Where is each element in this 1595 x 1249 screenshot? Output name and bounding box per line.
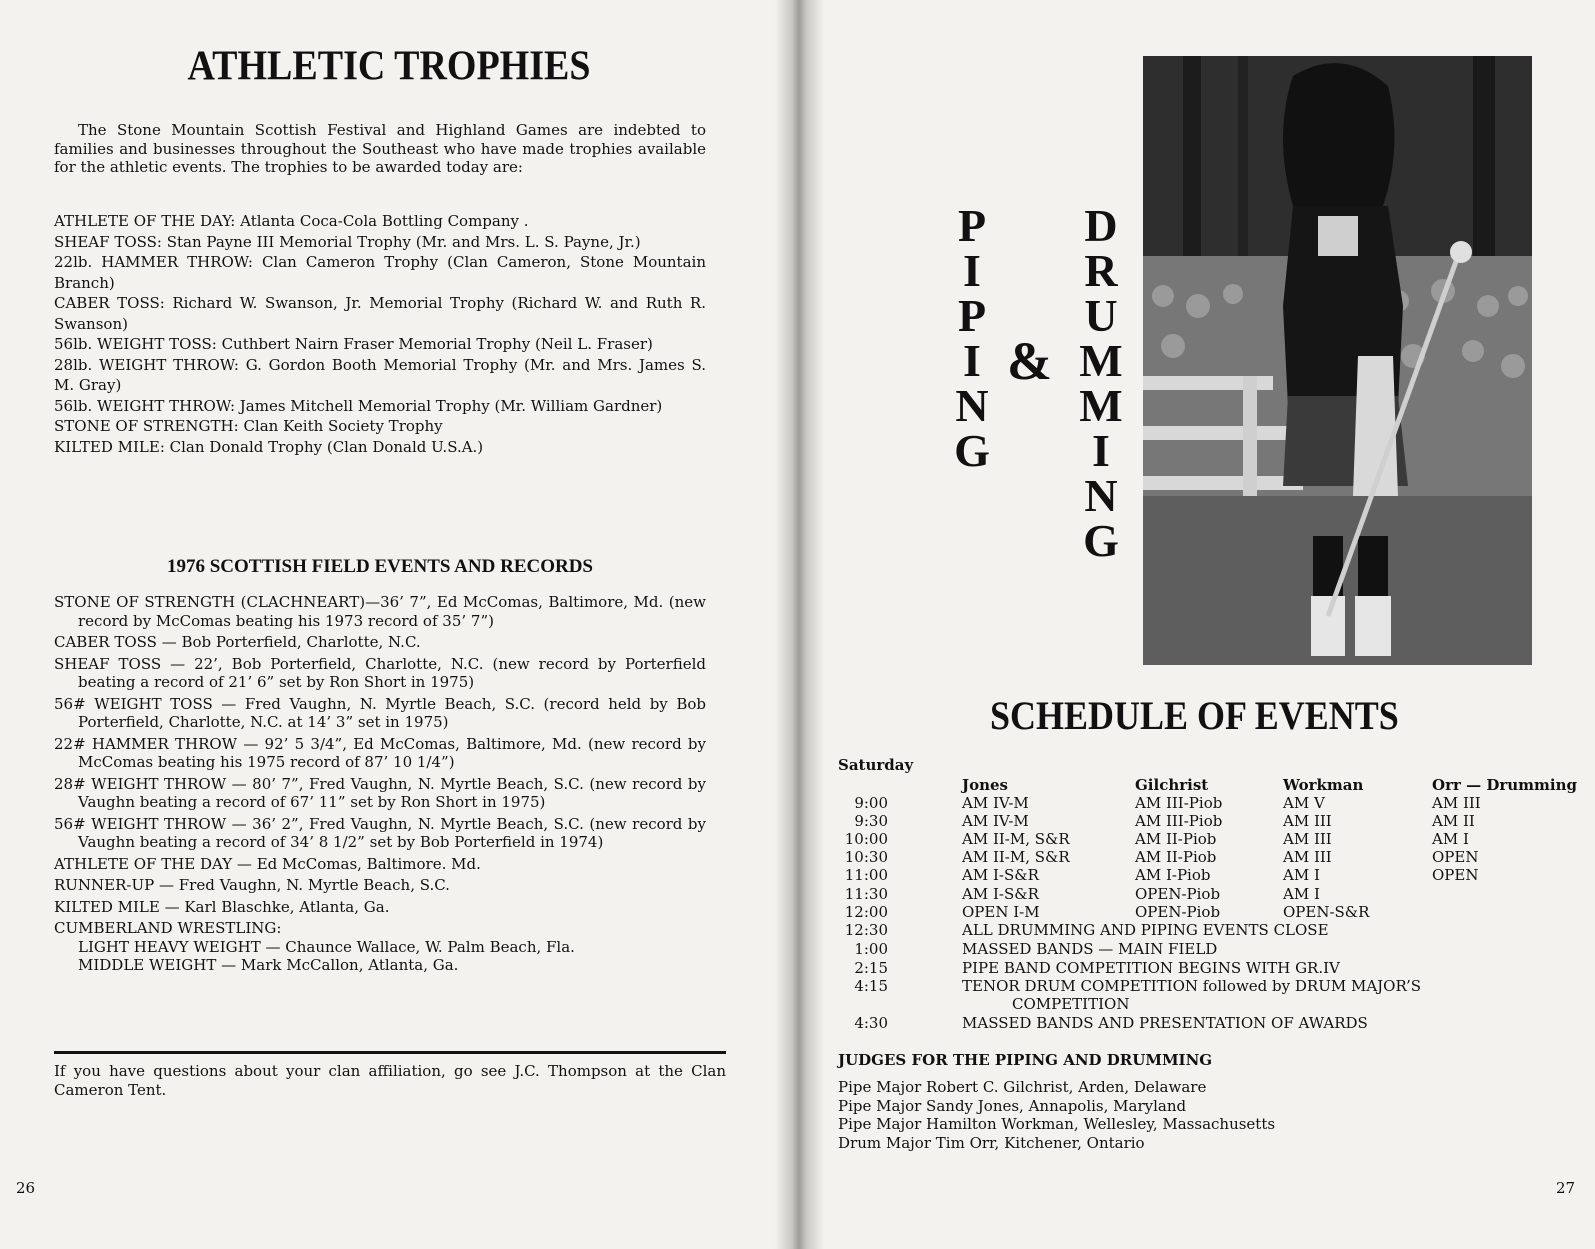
schedule-row: 11:00 AM I-S&R AM I-Piob AM I OPEN <box>844 866 1479 884</box>
record-item: 56# WEIGHT THROW — 36’ 2”, Fred Vaughn, N. Myrtle Beach, S.C. (new record by Vaughn beating a record of 34’ 8 1/2” set by Bob Porterfield in 1974) <box>54 814 706 851</box>
ampersand: & <box>1007 331 1052 391</box>
records-list <box>54 593 706 975</box>
schedule-row: 11:30 AM I-S&R OPEN-Piob AM I <box>844 885 1320 903</box>
schedule-day: Saturday <box>838 756 914 774</box>
page-number-right: 27 <box>1556 1179 1576 1197</box>
judges-title: JUDGES FOR THE PIPING AND DRUMMING <box>838 1051 1213 1069</box>
piping-heading: P I P I N G <box>954 200 990 476</box>
column-header-orr: Orr — Drumming <box>1432 776 1577 794</box>
trophy-item: KILTED MILE: Clan Donald Trophy (Clan Donald U.S.A.) <box>54 437 484 456</box>
column-header-workman: Workman <box>1283 776 1364 794</box>
schedule-row: 9:00 AM IV-M AM III-Piob AM V AM III <box>854 794 1481 812</box>
record-item: SHEAF TOSS — 22’, Bob Porterfield, Charlotte, N.C. (new record by Porterfield beating a record of 21’ 6” set by Ron Short in 1975) <box>54 654 706 691</box>
trophy-item: 28lb. WEIGHT THROW: G. Gordon Booth Memorial Trophy (Mr. and Mrs. James S. M. Gray) <box>54 355 706 394</box>
drum-major-photo <box>1143 56 1532 665</box>
schedule-row: 10:00 AM II-M, S&R AM II-Piob AM III AM I <box>844 830 1469 848</box>
schedule-event: 4:30 MASSED BANDS AND PRESENTATION OF AWARDS <box>854 1014 1368 1032</box>
record-item: ATHLETE OF THE DAY — Ed McComas, Baltimore. Md. <box>54 854 481 873</box>
judge-item: Pipe Major Hamilton Workman, Wellesley, Massachusetts <box>838 1115 1276 1133</box>
judge-item: Pipe Major Robert C. Gilchrist, Arden, Delaware <box>838 1078 1207 1096</box>
judges-list <box>838 1078 1275 1152</box>
trophy-list <box>54 211 706 457</box>
wrestling-item: LIGHT HEAVY WEIGHT — Chaunce Wallace, W. Palm Beach, Fla. <box>78 937 575 956</box>
section-rule <box>54 1051 726 1054</box>
schedule-event: 12:30 ALL DRUMMING AND PIPING EVENTS CLOSE <box>844 921 1329 939</box>
trophy-item: 22lb. HAMMER THROW: Clan Cameron Trophy (Clan Cameron, Stone Mountain Branch) <box>54 253 706 292</box>
record-item: 28# WEIGHT THROW — 80’ 7”, Fred Vaughn, N. Myrtle Beach, S.C. (new record by Vaughn beating a record of 67’ 11” set by Ron Short in 1975) <box>54 774 706 811</box>
left-page <box>0 0 778 1249</box>
judge-item: Pipe Major Sandy Jones, Annapolis, Maryland <box>838 1096 1187 1115</box>
intro-paragraph: The Stone Mountain Scottish Festival and Highland Games are indebted to families and businesses throughout the Southeast who have made trophies available for the athletic events. The trophies to be awarded today are: <box>54 121 706 176</box>
page-gutter <box>775 0 823 1249</box>
trophy-item: 56lb. WEIGHT THROW: James Mitchell Memorial Trophy (Mr. William Gardner) <box>54 396 663 415</box>
schedule-event: 2:15 PIPE BAND COMPETITION BEGINS WITH GR.IV <box>854 959 1340 977</box>
drumming-heading: D R U M M I N G <box>1079 200 1123 566</box>
column-header-gilchrist: Gilchrist <box>1135 776 1209 794</box>
record-item: CUMBERLAND WRESTLING: <box>54 919 282 937</box>
trophy-item: SHEAF TOSS: Stan Payne III Memorial Trophy (Mr. and Mrs. L. S. Payne, Jr.) <box>54 232 641 251</box>
schedule-event: 1:00 MASSED BANDS — MAIN FIELD <box>854 940 1218 958</box>
trophy-item: STONE OF STRENGTH: Clan Keith Society Trophy <box>54 417 443 435</box>
column-header-jones: Jones <box>962 776 1008 794</box>
record-item: 56# WEIGHT TOSS — Fred Vaughn, N. Myrtle Beach, S.C. (record held by Bob Porterfield, Charlotte, N.C. at 14’ 3” set in 1975) <box>54 694 706 731</box>
schedule-event-continued: COMPETITION <box>1012 995 1130 1013</box>
schedule-title: SCHEDULE OF EVENTS <box>990 693 1399 738</box>
schedule-row: 12:00 OPEN I-M OPEN-Piob OPEN-S&R <box>844 903 1370 921</box>
page-title: ATHLETIC TROPHIES <box>187 42 591 90</box>
record-item: RUNNER-UP — Fred Vaughn, N. Myrtle Beach, S.C. <box>54 876 450 894</box>
judge-item: Drum Major Tim Orr, Kitchener, Ontario <box>838 1133 1145 1152</box>
trophy-item: CABER TOSS: Richard W. Swanson, Jr. Memorial Trophy (Richard W. and Ruth R. Swanson) <box>54 294 706 333</box>
trophy-item: 56lb. WEIGHT TOSS: Cuthbert Nairn Fraser Memorial Trophy (Neil L. Fraser) <box>54 335 653 353</box>
records-title: 1976 SCOTTISH FIELD EVENTS AND RECORDS <box>166 556 593 577</box>
record-item: KILTED MILE — Karl Blaschke, Atlanta, Ga. <box>54 897 390 916</box>
page-number-left: 26 <box>16 1179 36 1197</box>
record-item: 22# HAMMER THROW — 92’ 5 3/4”, Ed McComas, Baltimore, Md. (new record by McComas beating his 1975 record of 87’ 10 1/4”) <box>54 734 706 771</box>
wrestling-item: MIDDLE WEIGHT — Mark McCallon, Atlanta, Ga. <box>78 956 459 974</box>
schedule-row: 9:30 AM IV-M AM III-Piob AM III AM II <box>854 812 1475 830</box>
trophy-item: ATHLETE OF THE DAY: Atlanta Coca-Cola Bottling Company . <box>54 212 529 230</box>
record-item: STONE OF STRENGTH (CLACHNEART)—36’ 7”, Ed McComas, Baltimore, Md. (new record by McComas beating his 1973 record of 35’ 7”) <box>54 593 706 630</box>
record-item: CABER TOSS — Bob Porterfield, Charlotte, N.C. <box>54 633 421 651</box>
clan-affiliation-note: If you have questions about your clan affiliation, go see J.C. Thompson at the Clan Cameron Tent. <box>54 1062 726 1099</box>
schedule-row: 10:30 AM II-M, S&R AM II-Piob AM III OPEN <box>844 848 1479 866</box>
schedule-event: 4:15 TENOR DRUM COMPETITION followed by DRUM MAJOR’S <box>854 977 1422 995</box>
